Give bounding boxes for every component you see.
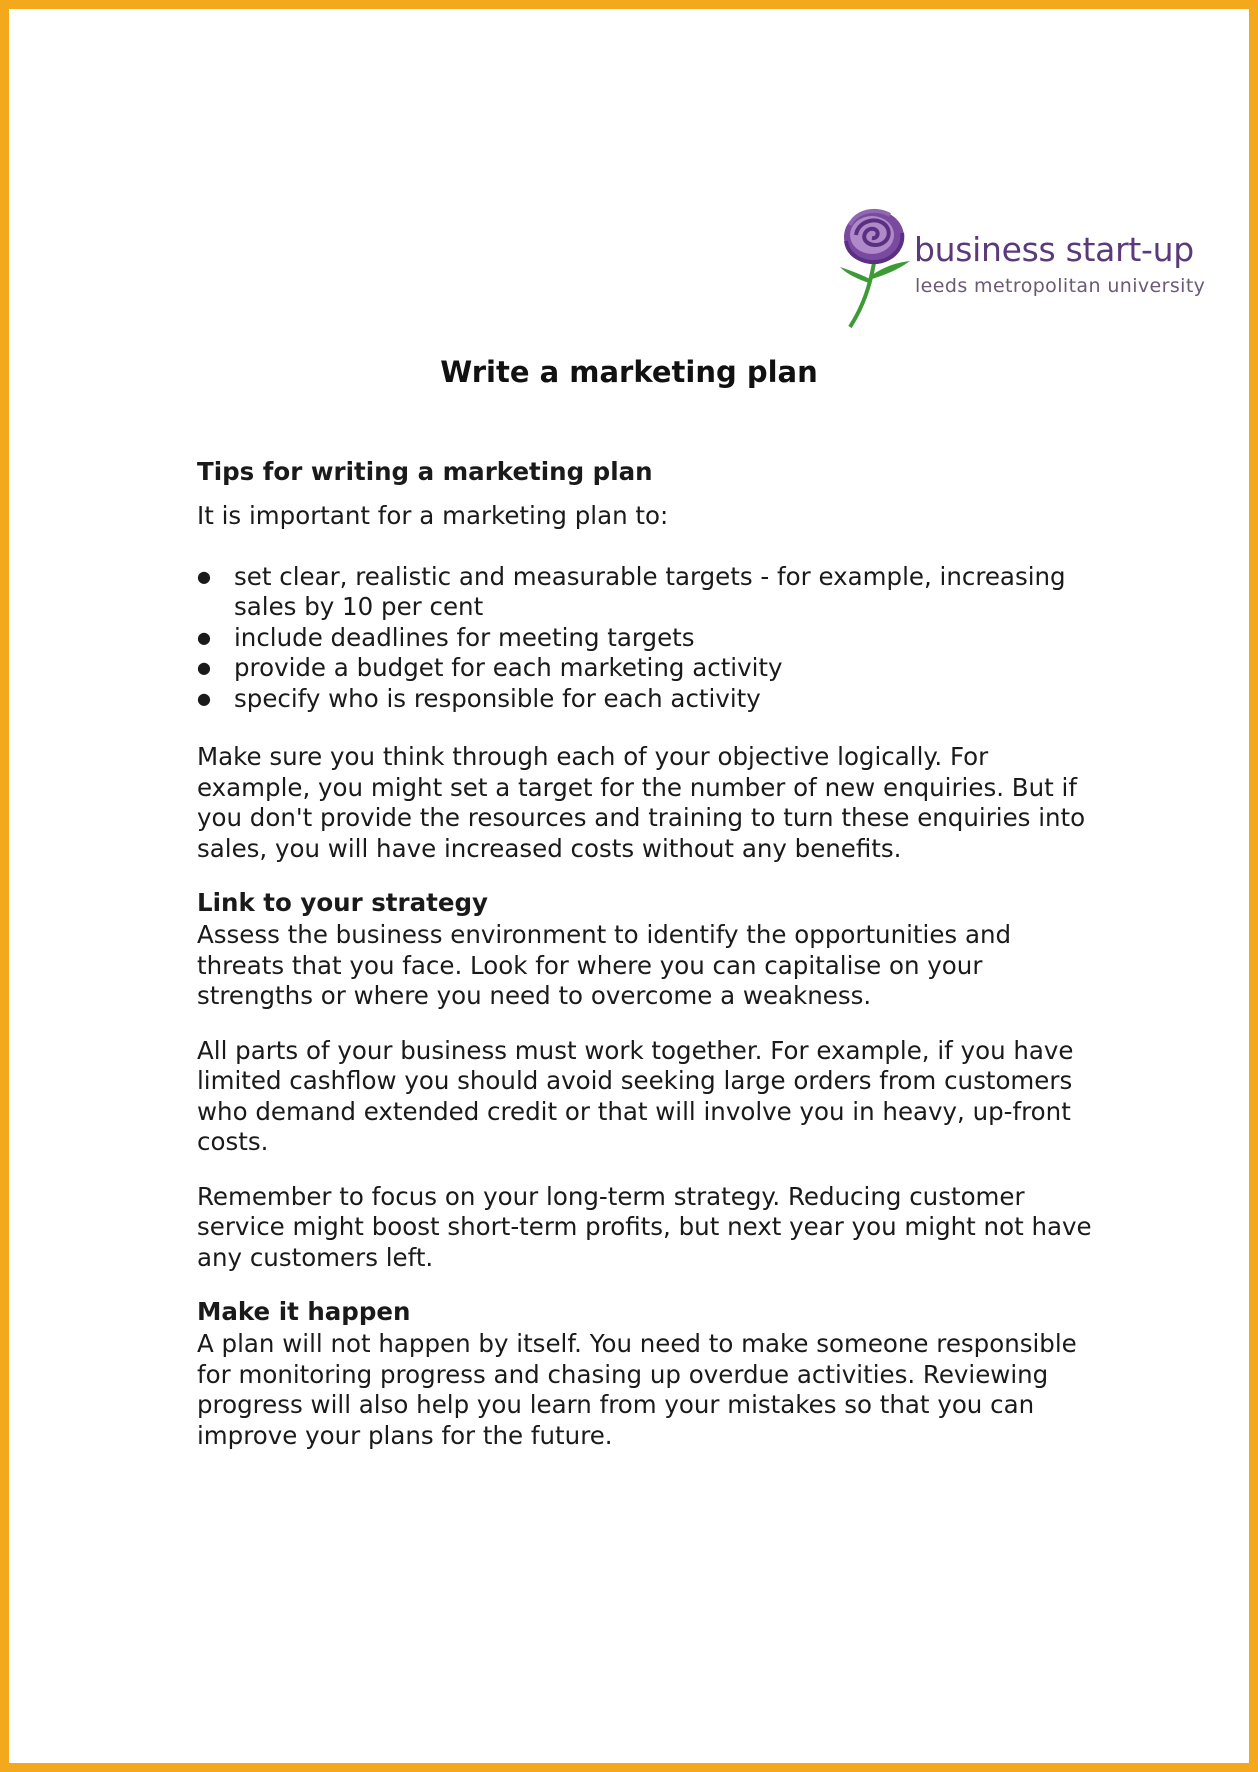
tips-paragraph: Make sure you think through each of your objective logically. For example, you might set a target for the number of new enquiries. But if you don't provide the resources and training to turn these enquiries into sales, you will have increased costs without any benefits. [197, 742, 1086, 863]
make-it-happen-paragraph: A plan will not happen by itself. You need to make someone responsible for monitoring progress and chasing up overdue activities. Reviewing progress will also help you learn from your mistakes so that you can improve your plans for the future. [197, 1329, 1077, 1450]
list-item: ● set clear, realistic and measurable targets - for example, increasing sales by 10 per cent [197, 561, 1066, 621]
tips-intro: It is important for a marketing plan to: [197, 501, 669, 530]
strategy-paragraph: All parts of your business must work together. For example, if you have limited cashflow you should avoid seeking large orders from customers who demand extended credit or that will involve you in heavy, up-front costs. [197, 1035, 1074, 1156]
bullet-icon: ● [197, 658, 211, 677]
document-body [197, 455, 1097, 1451]
rose-icon [836, 205, 916, 330]
bullet-icon: ● [197, 688, 211, 708]
business-startup-logo [836, 205, 1216, 335]
bullet-icon: ● [197, 627, 211, 647]
list-item: ● provide a budget for each marketing activity [197, 653, 783, 682]
section-heading-strategy: Link to your strategy [197, 888, 488, 917]
tips-bullet-list [197, 562, 1097, 715]
bullet-icon: ● [197, 566, 211, 586]
strategy-paragraph: Remember to focus on your long-term strategy. Reducing customer service might boost short-term profits, but next year you might not have any customers left. [197, 1181, 1092, 1272]
section-heading-make-it-happen: Make it happen [197, 1297, 411, 1326]
page-title: Write a marketing plan [440, 355, 818, 389]
logo-name: business start-up [914, 230, 1194, 269]
section-heading-tips: Tips for writing a marketing plan [197, 457, 653, 486]
list-item: ● include deadlines for meeting targets [197, 622, 695, 652]
strategy-paragraph: Assess the business environment to identify the opportunities and threats that you face. Look for where you can capitalise on your strengths or where you need to overcome a weakness. [197, 920, 1012, 1010]
list-item: ● specify who is responsible for each activity [197, 683, 761, 713]
logo-subtitle: leeds metropolitan university [915, 275, 1206, 297]
